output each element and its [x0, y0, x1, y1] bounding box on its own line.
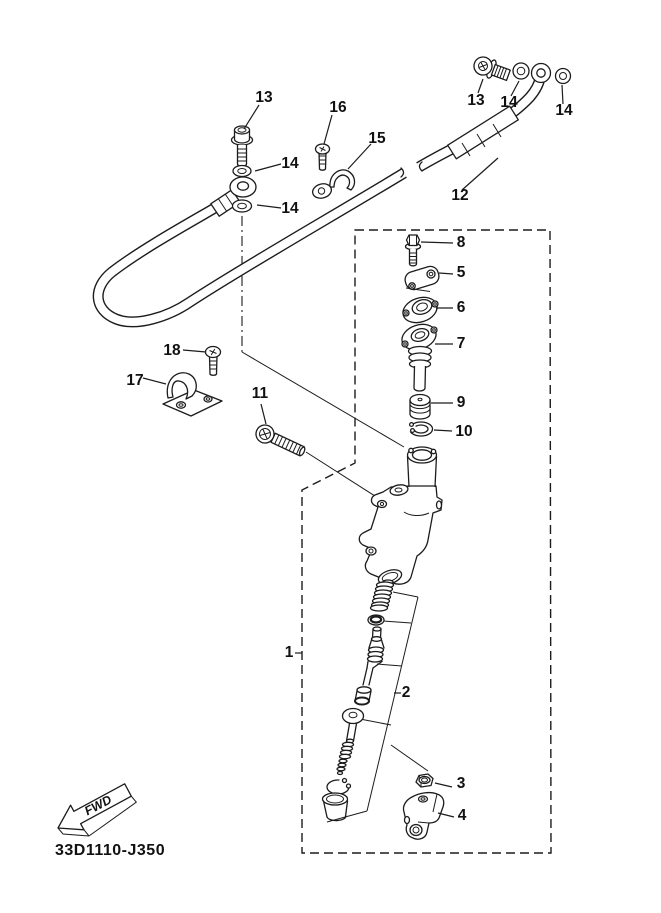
callout-label-14-right-inner: 14	[500, 94, 518, 111]
callout-leader-14-left-upper	[255, 164, 281, 171]
callout-leader-8	[421, 242, 453, 243]
callout-label-9: 9	[456, 394, 466, 411]
reservoir-cover	[403, 264, 441, 291]
callout-label-10: 10	[455, 423, 473, 440]
callout-leader-18	[183, 350, 206, 352]
callout-label-18: 18	[163, 342, 181, 359]
clamp-bracket-mid	[311, 170, 355, 200]
mounting-bolt	[253, 422, 308, 460]
callout-leader-5	[439, 273, 453, 274]
callout-leader-12	[462, 158, 498, 190]
clamp-screw-mid	[316, 144, 330, 170]
callout-label-4: 4	[457, 807, 467, 824]
washer-left-upper	[233, 166, 251, 177]
callout-label-2: 2	[401, 684, 411, 701]
banjo-bolt-left	[232, 126, 253, 166]
callout-label-12: 12	[451, 187, 469, 204]
clamp-bracket-left	[163, 373, 222, 416]
callout-label-14-left-lower: 14	[281, 200, 299, 217]
clamp-screw-left	[206, 347, 221, 376]
callout-label-14-right-outer: 14	[555, 102, 573, 119]
callout-label-15: 15	[368, 130, 386, 147]
reservoir-bolt	[406, 235, 421, 266]
callout-label-17: 17	[126, 372, 144, 389]
locknut	[416, 774, 433, 787]
callout-label-1: 1	[284, 644, 294, 661]
fwd-label: FWD	[82, 792, 114, 819]
callout-leader-11	[261, 404, 266, 424]
banjo-bolt-right	[471, 54, 511, 84]
washer-left-lower	[233, 200, 252, 212]
callout-label-14-left-upper: 14	[281, 155, 299, 172]
callout-label-3: 3	[456, 775, 466, 792]
brake-hose-upper	[419, 64, 551, 172]
reservoir-cap	[410, 395, 430, 420]
banjo-eye-left	[230, 177, 256, 197]
callout-label-16: 16	[329, 99, 347, 116]
diaphragm-plate	[400, 293, 441, 327]
clevis-joint	[403, 793, 443, 840]
callout-leader-13-right	[478, 79, 483, 93]
callout-label-7: 7	[456, 335, 466, 352]
snap-ring	[404, 422, 433, 436]
washer-right-inner	[513, 63, 529, 79]
piston-repair-kit	[323, 580, 394, 821]
callout-leader-3	[435, 783, 452, 787]
master-cylinder-body	[359, 447, 442, 587]
hose-crimp-right	[448, 106, 519, 159]
part-code: 33D1110-J350	[55, 842, 166, 859]
callout-label-6: 6	[456, 299, 466, 316]
callout-leader-10	[434, 430, 452, 431]
callout-leader-14-left-lower	[257, 205, 281, 208]
callout-leader-16	[324, 115, 332, 144]
callout-label-5: 5	[456, 264, 466, 281]
callout-leader-13-left	[244, 105, 259, 129]
callout-label-11: 11	[251, 385, 269, 402]
callout-label-13-right: 13	[467, 92, 485, 109]
callout-leader-15	[348, 144, 371, 169]
fwd-arrow	[58, 784, 136, 836]
washer-right-outer	[556, 69, 571, 84]
diaphragm	[399, 320, 440, 391]
callout-label-13-left: 13	[255, 89, 273, 106]
callout-label-8: 8	[456, 234, 466, 251]
callout-leader-17	[143, 378, 166, 384]
